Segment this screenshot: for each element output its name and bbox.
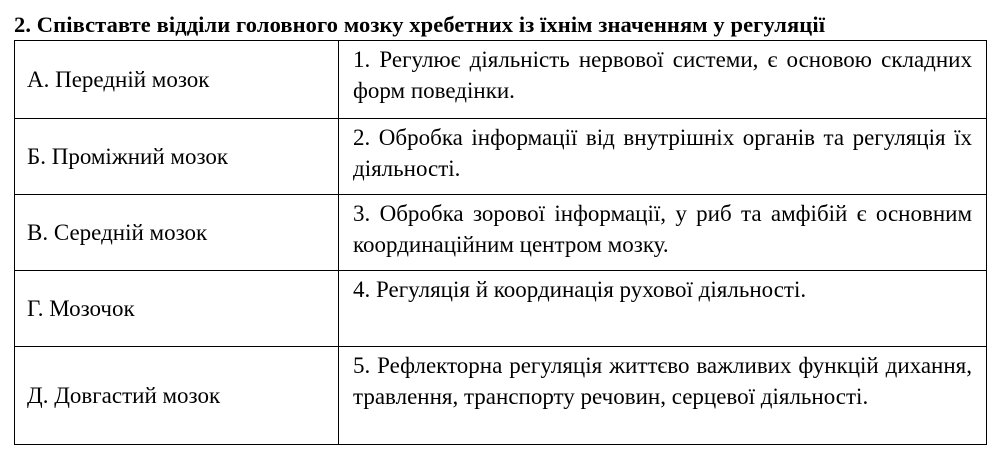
- task-heading: 2. Співставте відділи головного мозку хребетних із їхнім значенням у регуляції: [14, 12, 826, 37]
- matching-table: [14, 40, 987, 445]
- function-cell: 3. Обробка зорової інформації, у риб та амфібій є основним координаційним центром мозку.: [339, 195, 987, 271]
- table-row: [15, 195, 987, 271]
- table-row: [15, 119, 987, 195]
- function-cell: 2. Обробка інформації від внутрішніх органів та регуляція їх діяльності.: [339, 119, 987, 195]
- brain-part-cell: А. Передній мозок: [15, 41, 339, 119]
- table-row: [15, 41, 987, 119]
- function-cell: 4. Регуляція й координація рухової діяльності.: [339, 271, 987, 347]
- brain-part-cell: Д. Довгастий мозок: [15, 347, 339, 445]
- table-row: [15, 271, 987, 347]
- brain-part-cell: Б. Проміжний мозок: [15, 119, 339, 195]
- brain-part-cell: Г. Мозочок: [15, 271, 339, 347]
- function-cell: 5. Рефлекторна регуляція життєво важливих функцій дихання, травлення, транспорту речовин, серцевої діяльності.: [339, 347, 987, 445]
- function-cell: 1. Регулює діяльність нервової системи, є основою складних форм поведінки.: [339, 41, 987, 119]
- brain-part-cell: В. Середній мозок: [15, 195, 339, 271]
- task-heading-container: [14, 10, 1003, 40]
- table-row: [15, 347, 987, 445]
